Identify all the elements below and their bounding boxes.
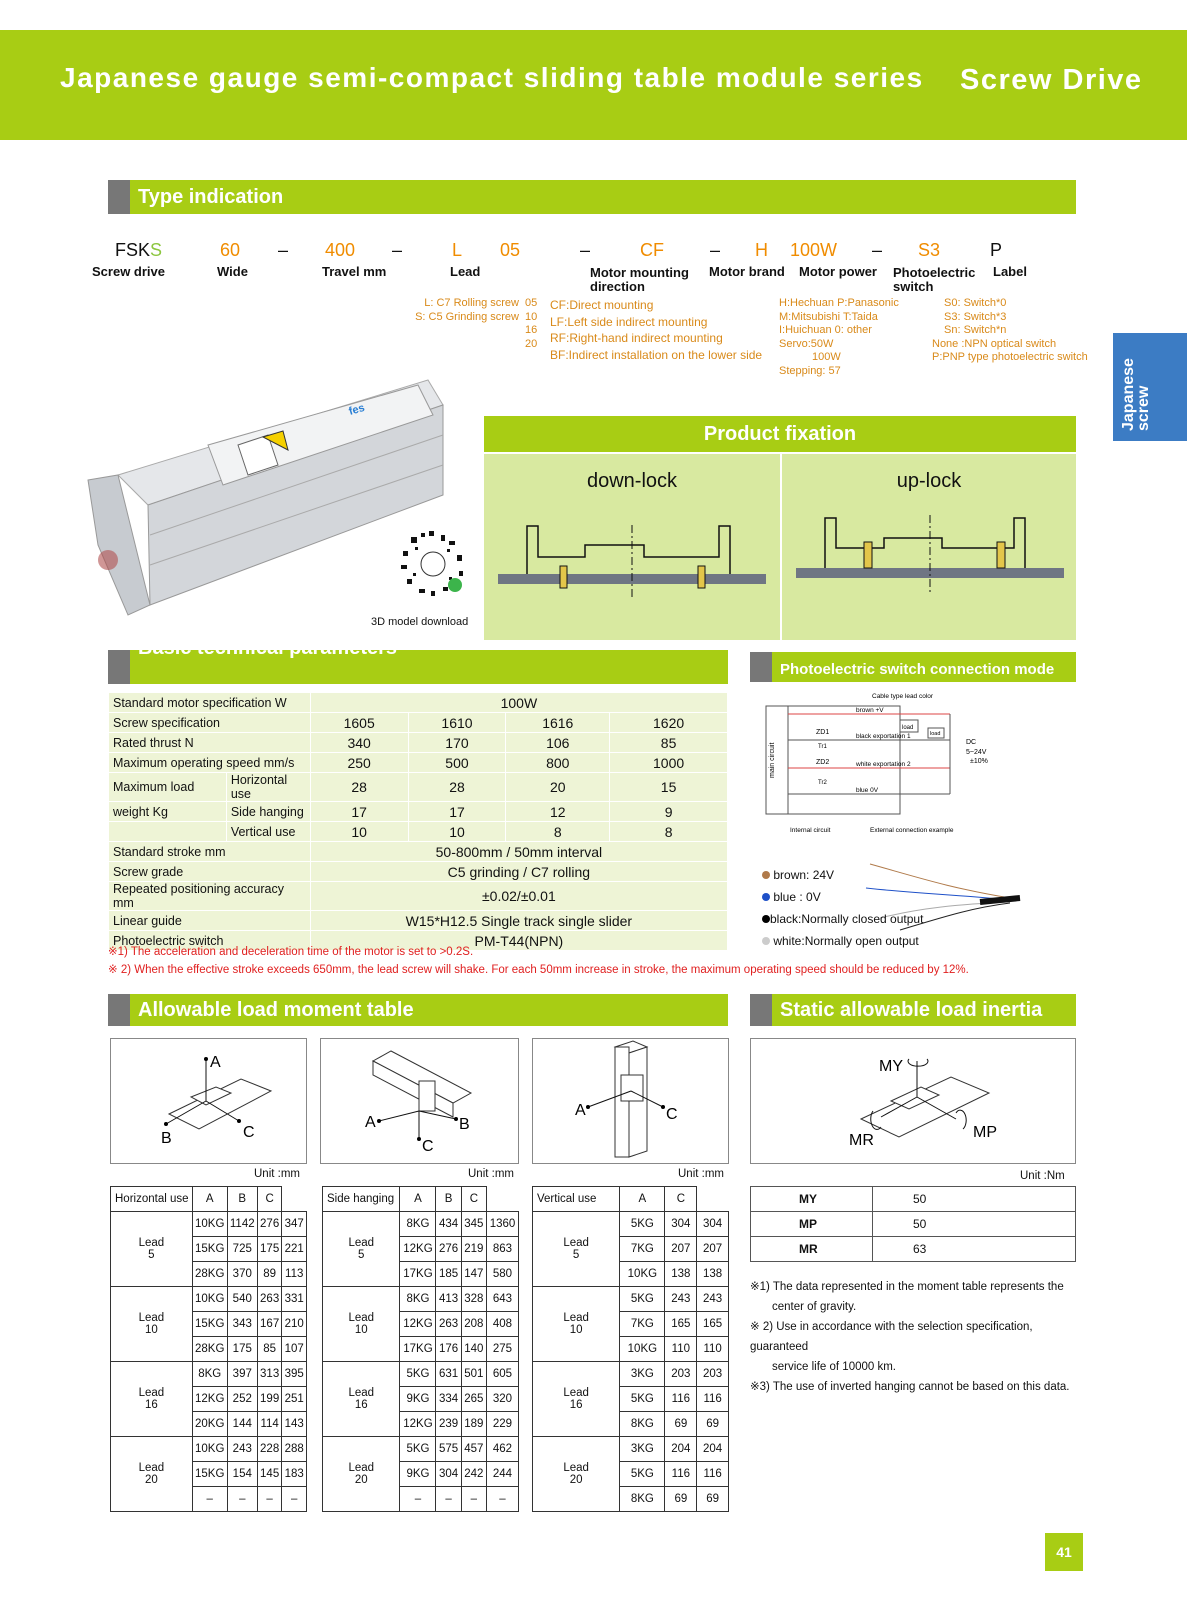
tech-params-header: Basic technical parameters <box>108 650 728 684</box>
vertical-use-table <box>532 1186 729 1512</box>
table-cell: 8KG <box>620 1487 665 1512</box>
table-row <box>323 1212 519 1237</box>
table-cell: 145 <box>257 1462 282 1487</box>
table-cell: 10KG <box>192 1287 227 1312</box>
code-power: 100W <box>790 240 838 260</box>
svg-text:MY: MY <box>879 1058 903 1075</box>
lead-cell: Lead 10 <box>323 1287 400 1362</box>
table-cell: 207 <box>665 1237 697 1262</box>
svg-text:load: load <box>930 731 941 737</box>
table-row: MR 63 <box>751 1237 1076 1262</box>
table-cell: 189 <box>461 1412 486 1437</box>
code-dash: – <box>392 240 403 260</box>
table-cell: 221 <box>282 1237 307 1262</box>
table-cell: 10KG <box>620 1337 665 1362</box>
table-cell: 228 <box>257 1437 282 1462</box>
table-cell: 107 <box>282 1337 307 1362</box>
table-cell: 85 <box>257 1337 282 1362</box>
table-cell: 408 <box>486 1312 518 1337</box>
column-header: B <box>436 1187 461 1212</box>
table-row: MP 50 <box>751 1212 1076 1237</box>
table-row: Screw grade C5 grinding / C7 rolling <box>109 862 728 882</box>
table-cell: 28KG <box>192 1337 227 1362</box>
table-cell: – <box>486 1487 518 1512</box>
table-row: Linear guide W15*H12.5 Single track single slider <box>109 911 728 931</box>
table-row: Repeated positioning accuracy mm ±0.02/±0.01 <box>109 882 728 911</box>
table-cell: 12KG <box>400 1312 436 1337</box>
column-header: C <box>257 1187 282 1212</box>
table-row: Standard motor specification W 100W <box>109 693 728 713</box>
table-cell: 116 <box>697 1462 729 1487</box>
table-row: weight Kg Side hanging 17 17 12 9 <box>109 802 728 822</box>
table-cell: 575 <box>436 1437 461 1462</box>
table-row: Maximum operating speed mm/s 250 500 800 1000 <box>109 753 728 773</box>
table-cell: 239 <box>436 1412 461 1437</box>
lead-cell: Lead 20 <box>323 1437 400 1512</box>
table-cell: 229 <box>486 1412 518 1437</box>
table-cell: 243 <box>665 1287 697 1312</box>
lead-cell: Lead 20 <box>533 1437 620 1512</box>
svg-text:main circuit: main circuit <box>769 742 776 778</box>
label-label: Label <box>993 264 1027 279</box>
label-switch: Photoelectric switch <box>893 265 976 294</box>
table-cell: 276 <box>257 1212 282 1237</box>
note-brand: H:Hechuan P:Panasonic M:Mitsubishi T:Taida I:Huichuan 0: other Servo:50W 100W Stepping: 57 <box>779 297 899 377</box>
down-lock-title: down-lock <box>586 470 678 492</box>
column-header: Vertical use <box>533 1187 620 1212</box>
column-header: Side hanging <box>323 1187 400 1212</box>
code-lead-n: 05 <box>500 240 521 260</box>
table-row <box>111 1362 307 1387</box>
table-cell: 631 <box>436 1362 461 1387</box>
table-cell: 167 <box>257 1312 282 1337</box>
svg-text:C: C <box>422 1138 434 1155</box>
column-header: C <box>665 1187 697 1212</box>
table-row: Standard stroke mm 50-800mm / 50mm interval <box>109 842 728 862</box>
svg-text:External connection example: External connection example <box>870 827 954 834</box>
side-tab-line2: screw <box>1135 385 1152 431</box>
footnote-1: ※1) The acceleration and deceleration time of the motor is set to >0.2S. <box>108 946 474 958</box>
table-row: Photoelectric switch PM-T44(NPN) <box>109 931 728 951</box>
svg-text:Cable type lead color: Cable type lead color <box>872 693 934 700</box>
table-row <box>533 1437 729 1462</box>
table-cell: 219 <box>461 1237 486 1262</box>
code-dash: – <box>580 240 591 260</box>
table-cell: 20KG <box>192 1412 227 1437</box>
table-cell: 183 <box>282 1462 307 1487</box>
series-label: Screw Drive <box>960 64 1143 96</box>
code-dash: – <box>278 240 289 260</box>
wire-legend: brown: 24V blue : 0V black:Normally closed output white:Normally open output <box>762 864 923 952</box>
side-tab-line1: Japanese <box>1120 358 1137 431</box>
table-row <box>533 1212 729 1237</box>
up-lock-diagram <box>782 510 1076 610</box>
table-header-row <box>323 1187 519 1212</box>
table-cell: 89 <box>257 1262 282 1287</box>
label-travel: Travel mm <box>322 264 387 279</box>
table-cell: 144 <box>227 1412 257 1437</box>
side-tab <box>1113 333 1187 441</box>
svg-text:±10%: ±10% <box>970 758 988 765</box>
table-cell: 210 <box>282 1312 307 1337</box>
table-cell: 12KG <box>400 1412 436 1437</box>
table-cell: – <box>227 1487 257 1512</box>
table-row <box>323 1287 519 1312</box>
svg-text:C: C <box>243 1124 255 1141</box>
table-cell: – <box>282 1487 307 1512</box>
qr-code <box>397 527 469 601</box>
table-row: Screw specification 1605 1610 1616 1620 <box>109 713 728 733</box>
model-download-label: 3D model download <box>371 616 469 628</box>
switch-circuit-diagram <box>760 688 1060 838</box>
table-cell: 334 <box>436 1387 461 1412</box>
table-header-row <box>533 1187 729 1212</box>
table-cell: 345 <box>461 1212 486 1237</box>
table-row <box>533 1362 729 1387</box>
tech-params-table <box>108 692 728 951</box>
table-cell: 343 <box>227 1312 257 1337</box>
table-cell: 5KG <box>400 1437 436 1462</box>
unit-label: Unit :Nm <box>1020 1170 1065 1182</box>
table-cell: 457 <box>461 1437 486 1462</box>
table-row: Maximum load Horizontal use 28 28 20 15 <box>109 773 728 802</box>
svg-text:MP: MP <box>973 1124 997 1141</box>
table-cell: 434 <box>436 1212 461 1237</box>
unit-label: Unit :mm <box>254 1168 300 1180</box>
table-cell: 265 <box>461 1387 486 1412</box>
table-cell: – <box>257 1487 282 1512</box>
table-cell: 3KG <box>620 1362 665 1387</box>
table-cell: 207 <box>697 1237 729 1262</box>
lead-cell: Lead 5 <box>323 1212 400 1287</box>
black-dot-icon <box>762 915 770 923</box>
table-cell: 113 <box>282 1262 307 1287</box>
svg-text:Tr2: Tr2 <box>818 780 827 786</box>
label-motor-direction: Motor mounting direction <box>590 265 689 294</box>
table-cell: 501 <box>461 1362 486 1387</box>
lead-cell: Lead 16 <box>111 1362 193 1437</box>
table-cell: 10KG <box>620 1262 665 1287</box>
table-cell: 185 <box>436 1262 461 1287</box>
table-cell: 725 <box>227 1237 257 1262</box>
table-cell: 5KG <box>620 1387 665 1412</box>
table-row <box>111 1287 307 1312</box>
white-dot-icon <box>762 937 770 945</box>
table-cell: 8KG <box>400 1212 436 1237</box>
photo-switch-header: Photoelectric switch connection mode <box>750 652 1076 682</box>
svg-text:Tr1: Tr1 <box>818 744 827 750</box>
code-dash: – <box>872 240 883 260</box>
code-travel: 400 <box>325 240 356 260</box>
table-cell: 175 <box>227 1337 257 1362</box>
table-cell: 154 <box>227 1462 257 1487</box>
table-cell: 244 <box>486 1462 518 1487</box>
table-row <box>111 1437 307 1462</box>
table-cell: 199 <box>257 1387 282 1412</box>
svg-text:A: A <box>365 1114 376 1131</box>
table-cell: 863 <box>486 1237 518 1262</box>
table-cell: – <box>192 1487 227 1512</box>
table-cell: 17KG <box>400 1262 436 1287</box>
table-cell: – <box>461 1487 486 1512</box>
down-lock-diagram <box>484 510 780 610</box>
table-cell: 275 <box>486 1337 518 1362</box>
table-cell: 251 <box>282 1387 307 1412</box>
inertia-notes: ※1) The data represented in the moment table represents the center of gravity. ※ 2) Use in accordance with the selection specification, guaranteed service life of 10000 km. ※3) The use of inverted hanging cannot be based on this data. <box>750 1281 1070 1393</box>
svg-text:ZD2: ZD2 <box>816 759 830 766</box>
table-cell: 175 <box>257 1237 282 1262</box>
code-fsks: FSKS <box>115 240 163 260</box>
table-cell: 110 <box>697 1337 729 1362</box>
horizontal-use-table <box>110 1186 307 1512</box>
table-cell: 3KG <box>620 1437 665 1462</box>
table-cell: 462 <box>486 1437 518 1462</box>
column-header: Horizontal use <box>111 1187 193 1212</box>
table-cell: 5KG <box>400 1362 436 1387</box>
table-cell: 203 <box>665 1362 697 1387</box>
table-cell: 328 <box>461 1287 486 1312</box>
table-cell: 605 <box>486 1362 518 1387</box>
lead-cell: Lead 5 <box>533 1212 620 1287</box>
table-cell: 203 <box>697 1362 729 1387</box>
table-cell: 147 <box>461 1262 486 1287</box>
table-cell: 242 <box>461 1462 486 1487</box>
page-number: 41 <box>1045 1533 1083 1571</box>
table-row <box>111 1212 307 1237</box>
svg-text:fes: fes <box>347 401 367 418</box>
svg-text:B: B <box>459 1116 470 1133</box>
note-lead-types: L: C7 Rolling screw S: C5 Grinding screw <box>415 297 519 323</box>
table-cell: 243 <box>697 1287 729 1312</box>
svg-text:black exportation 1: black exportation 1 <box>856 733 911 740</box>
table-cell: 252 <box>227 1387 257 1412</box>
table-cell: 69 <box>665 1412 697 1437</box>
lead-cell: Lead 20 <box>111 1437 193 1512</box>
svg-text:brown +V: brown +V <box>856 707 884 714</box>
lead-cell: Lead 10 <box>533 1287 620 1362</box>
table-cell: 397 <box>227 1362 257 1387</box>
product-fixation-header: Product fixation <box>484 416 1076 452</box>
table-cell: 320 <box>486 1387 518 1412</box>
inertia-figure <box>750 1038 1076 1164</box>
svg-text:white exportation 2: white exportation 2 <box>856 761 911 768</box>
table-cell: 540 <box>227 1287 257 1312</box>
horizontal-use-figure <box>110 1038 307 1164</box>
table-cell: 69 <box>697 1487 729 1512</box>
table-cell: 263 <box>436 1312 461 1337</box>
code-brand: H <box>755 240 768 260</box>
table-cell: 69 <box>665 1487 697 1512</box>
table-cell: 15KG <box>192 1312 227 1337</box>
svg-text:MR: MR <box>849 1132 874 1149</box>
code-label: P <box>990 240 1003 260</box>
table-cell: 28KG <box>192 1262 227 1287</box>
svg-text:B: B <box>161 1130 172 1147</box>
inertia-header: Static allowable load inertia <box>750 994 1076 1026</box>
blue-dot-icon <box>762 893 770 901</box>
svg-text:A: A <box>575 1102 586 1119</box>
label-power: Motor power <box>799 264 877 279</box>
table-cell: 5KG <box>620 1287 665 1312</box>
table-cell: 138 <box>665 1262 697 1287</box>
moment-table-header: Allowable load moment table <box>108 994 728 1026</box>
table-cell: 10KG <box>192 1212 227 1237</box>
column-header: B <box>227 1187 257 1212</box>
table-cell: 9KG <box>400 1387 436 1412</box>
footnote-2: ※ 2) When the effective stroke exceeds 650mm, the lead screw will shake. For each 50mm increase in stroke, the maximum operating speed should be reduced by 12%. <box>108 964 969 976</box>
table-cell: 114 <box>257 1412 282 1437</box>
lead-cell: Lead 5 <box>111 1212 193 1287</box>
table-row <box>323 1437 519 1462</box>
table-cell: 1360 <box>486 1212 518 1237</box>
label-lead: Lead <box>450 264 481 279</box>
table-row: MY 50 <box>751 1187 1076 1212</box>
table-cell: 8KG <box>400 1287 436 1312</box>
table-row <box>533 1287 729 1312</box>
table-cell: 643 <box>486 1287 518 1312</box>
table-cell: 17KG <box>400 1337 436 1362</box>
table-cell: 176 <box>436 1337 461 1362</box>
svg-text:A: A <box>210 1054 221 1071</box>
table-cell: 5KG <box>620 1212 665 1237</box>
note-motor: CF:Direct mounting LF:Left side indirect mounting RF:Right-hand indirect mounting BF:Indirect installation on the lower side <box>550 298 763 362</box>
up-lock-title: up-lock <box>896 470 962 492</box>
table-row <box>323 1362 519 1387</box>
table-cell: – <box>400 1487 436 1512</box>
table-cell: 263 <box>257 1287 282 1312</box>
table-cell: 395 <box>282 1362 307 1387</box>
code-dash: – <box>710 240 721 260</box>
table-cell: 204 <box>697 1437 729 1462</box>
inertia-table <box>750 1186 1076 1262</box>
table-row: Vertical use 10 10 8 8 <box>109 822 728 842</box>
svg-text:5~24V: 5~24V <box>966 749 987 756</box>
table-cell: 580 <box>486 1262 518 1287</box>
table-cell: 313 <box>257 1362 282 1387</box>
table-cell: 116 <box>665 1462 697 1487</box>
lead-cell: Lead 16 <box>533 1362 620 1437</box>
code-wide: 60 <box>220 240 241 260</box>
label-brand: Motor brand <box>709 264 785 279</box>
svg-text:load: load <box>902 725 914 731</box>
table-row: Rated thrust N 340 170 106 85 <box>109 733 728 753</box>
table-cell: 243 <box>227 1437 257 1462</box>
table-cell: 204 <box>665 1437 697 1462</box>
table-cell: 110 <box>665 1337 697 1362</box>
label-screw: Screw drive <box>92 264 165 279</box>
table-cell: 331 <box>282 1287 307 1312</box>
table-cell: – <box>436 1487 461 1512</box>
table-cell: 8KG <box>192 1362 227 1387</box>
table-cell: 8KG <box>620 1412 665 1437</box>
svg-text:blue 0V: blue 0V <box>856 787 879 794</box>
table-cell: 370 <box>227 1262 257 1287</box>
unit-label: Unit :mm <box>678 1168 724 1180</box>
table-cell: 138 <box>697 1262 729 1287</box>
code-motor: CF <box>640 240 664 260</box>
lead-cell: Lead 10 <box>111 1287 193 1362</box>
table-cell: 143 <box>282 1412 307 1437</box>
column-header: C <box>461 1187 486 1212</box>
table-cell: 116 <box>665 1387 697 1412</box>
code-lead-l: L <box>452 240 463 260</box>
column-header: A <box>620 1187 665 1212</box>
column-header: A <box>400 1187 436 1212</box>
table-cell: 1142 <box>227 1212 257 1237</box>
svg-text:C: C <box>666 1106 678 1123</box>
table-cell: 413 <box>436 1287 461 1312</box>
vertical-use-figure <box>532 1038 729 1164</box>
table-cell: 5KG <box>620 1462 665 1487</box>
table-cell: 9KG <box>400 1462 436 1487</box>
table-cell: 10KG <box>192 1437 227 1462</box>
page-title: Japanese gauge semi-compact sliding table module series <box>60 62 924 93</box>
table-cell: 7KG <box>620 1312 665 1337</box>
table-cell: 304 <box>436 1462 461 1487</box>
table-cell: 165 <box>665 1312 697 1337</box>
side-hanging-table <box>322 1186 519 1512</box>
table-cell: 347 <box>282 1212 307 1237</box>
type-indication-header: Type indication <box>108 180 1076 214</box>
table-cell: 12KG <box>400 1237 436 1262</box>
table-cell: 116 <box>697 1387 729 1412</box>
table-cell: 7KG <box>620 1237 665 1262</box>
unit-label: Unit :mm <box>468 1168 514 1180</box>
table-cell: 304 <box>697 1212 729 1237</box>
note-lead-values: 05 10 16 20 <box>525 297 538 350</box>
table-header-row <box>111 1187 307 1212</box>
table-cell: 208 <box>461 1312 486 1337</box>
table-cell: 288 <box>282 1437 307 1462</box>
code-switch: S3 <box>918 240 941 260</box>
table-cell: 69 <box>697 1412 729 1437</box>
table-cell: 304 <box>665 1212 697 1237</box>
svg-text:DC: DC <box>966 739 977 746</box>
svg-text:Internal circuit: Internal circuit <box>790 827 831 834</box>
table-cell: 15KG <box>192 1462 227 1487</box>
side-hanging-figure <box>320 1038 519 1164</box>
table-cell: 276 <box>436 1237 461 1262</box>
brown-dot-icon <box>762 871 770 879</box>
column-header: A <box>192 1187 227 1212</box>
lead-cell: Lead 16 <box>323 1362 400 1437</box>
table-cell: 165 <box>697 1312 729 1337</box>
table-cell: 140 <box>461 1337 486 1362</box>
svg-text:ZD1: ZD1 <box>816 729 830 736</box>
table-cell: 15KG <box>192 1237 227 1262</box>
note-switch: S0: Switch*0 S3: Switch*3 Sn: Switch*n None :NPN optical switch P:PNP type photoelectric switch <box>932 297 1088 363</box>
table-cell: 12KG <box>192 1387 227 1412</box>
label-wide: Wide <box>217 264 248 279</box>
